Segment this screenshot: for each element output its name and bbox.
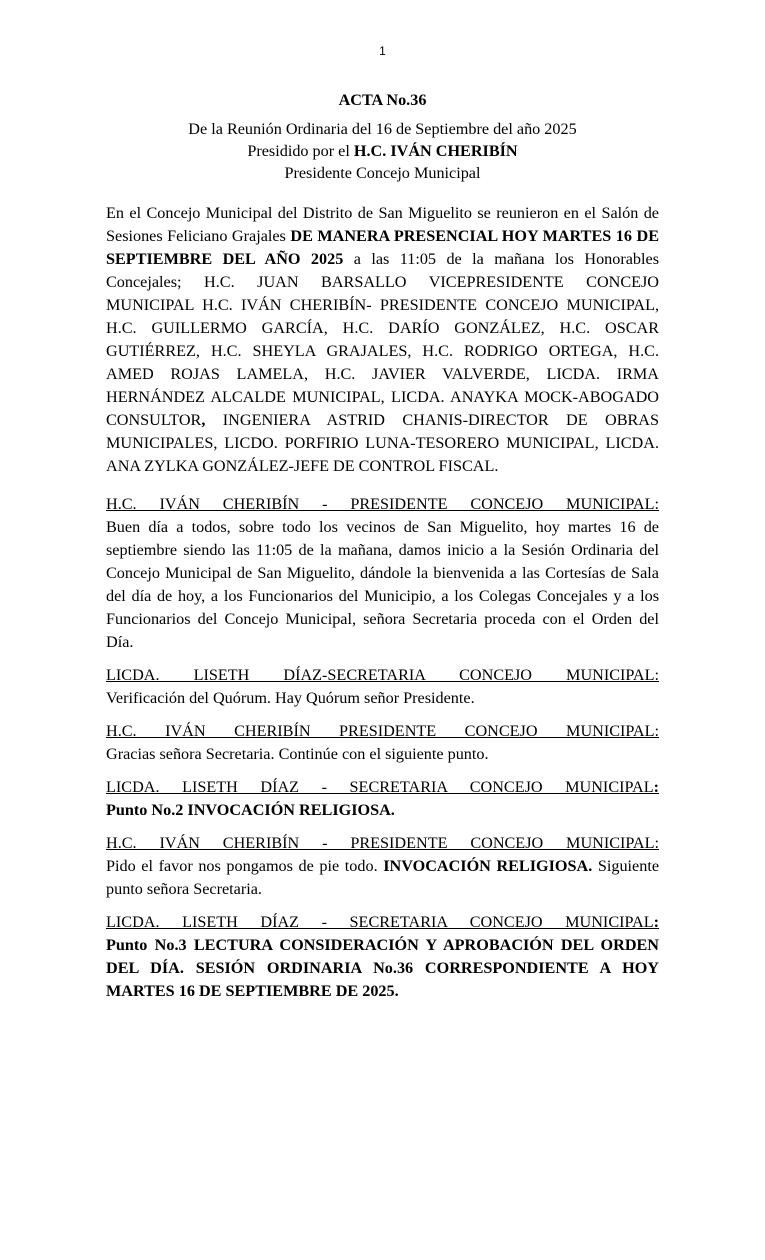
- speech-bold-text: Punto No.3 LECTURA CONSIDERACIÓN Y APROBACIÓN DEL ORDEN DEL DÍA. SESIÓN ORDINARIA No.36 CORRESPONDIENTE A HOY MARTES 16 DE SEPTIEMBRE DE 2025.: [106, 936, 659, 1000]
- speaker-heading: H.C. IVÁN CHERIBÍN - PRESIDENTE CONCEJO MUNICIPAL:: [106, 495, 659, 513]
- presided-name: H.C. IVÁN CHERIBÍN: [353, 142, 518, 160]
- speech-text-after: Siguiente punto señora Secretaria.: [106, 857, 660, 898]
- document-body: [106, 202, 659, 1013]
- speech-bold-text: Punto No.2 INVOCACIÓN RELIGIOSA.: [106, 801, 395, 819]
- speaker-heading: H.C. IVÁN CHERIBÍN - PRESIDENTE CONCEJO MUNICIPAL:: [106, 834, 659, 852]
- document-header: [0, 89, 765, 184]
- speaker-colon: :: [653, 913, 659, 931]
- speaker-heading: [106, 911, 659, 934]
- intro-text-1: En el Concejo Municipal del Distrito de San Miguelito se reunieron en el Salón de Sesiones Feliciano Grajales: [106, 204, 659, 245]
- speaker-name: LICDA. LISETH DÍAZ - SECRETARIA CONCEJO MUNICIPAL: [106, 913, 654, 931]
- president-title-line: Presidente Concejo Municipal: [284, 164, 481, 182]
- speech-block-1: [106, 493, 659, 654]
- speech-block-4: [106, 776, 659, 822]
- acta-title: ACTA No.36: [338, 91, 427, 109]
- speech-block-5: [106, 832, 659, 901]
- speech-text: Gracias señora Secretaria. Continúe con el siguiente punto.: [106, 745, 489, 763]
- speaker-colon: :: [653, 778, 659, 796]
- attendance-paragraph: [106, 202, 659, 478]
- presided-line: [0, 140, 765, 162]
- presided-prefix: Presidido por el: [247, 142, 354, 160]
- speech-text: Verificación del Quórum. Hay Quórum señor Presidente.: [106, 689, 475, 707]
- page-number: 1: [379, 44, 386, 58]
- intro-bold-2: ,: [201, 411, 206, 429]
- speaker-heading: H.C. IVÁN CHERIBÍN PRESIDENTE CONCEJO MUNICIPAL:: [106, 722, 659, 740]
- speech-bold-text: INVOCACIÓN RELIGIOSA.: [383, 857, 593, 875]
- speech-text: Pido el favor nos pongamos de pie todo.: [106, 857, 384, 875]
- speech-block-3: [106, 720, 659, 766]
- intro-bold-1: DE MANERA PRESENCIAL HOY MARTES 16 DE SEPTIEMBRE DEL AÑO 2025: [106, 227, 659, 268]
- speech-block-6: [106, 911, 659, 1003]
- speaker-name: LICDA. LISETH DÍAZ - SECRETARIA CONCEJO MUNICIPAL: [106, 778, 654, 796]
- speaker-heading: [106, 776, 659, 799]
- speech-block-2: [106, 664, 659, 710]
- speech-text: Buen día a todos, sobre todo los vecinos de San Miguelito, hoy martes 16 de septiembre siendo las 11:05 de la mañana, damos inicio a la Sesión Ordinaria del Concejo Municipal de San Miguelito, dándole la bienvenida a las Cortesías de Sala del día de hoy, a los Funcionarios del Municipio, a los Colegas Concejales y a los Funcionarios del Concejo Municipal, señora Secretaria proceda con el Orden del Día.: [106, 518, 659, 651]
- intro-text-3: INGENIERA ASTRID CHANIS-DIRECTOR DE OBRAS MUNICIPALES, LICDO. PORFIRIO LUNA-TESORERO MUNICIPAL, LICDA. ANA ZYLKA GONZÁLEZ-JEFE DE CONTROL FISCAL.: [106, 411, 659, 475]
- meeting-date-line: De la Reunión Ordinaria del 16 de Septiembre del año 2025: [188, 120, 577, 138]
- intro-text-2: a las 11:05 de la mañana los Honorables Concejales; H.C. JUAN BARSALLO VICEPRESIDENTE CONCEJO MUNICIPAL H.C. IVÁN CHERIBÍN- PRESIDENTE CONCEJO MUNICIPAL, H.C. GUILLERMO GARCÍA, H.C. DARÍO GONZÁLEZ, H.C. OSCAR GUTIÉRREZ, H.C. SHEYLA GRAJALES, H.C. RODRIGO ORTEGA, H.C. AMED ROJAS LAMELA, H.C. JAVIER VALVERDE, LICDA. IRMA HERNÁNDEZ ALCALDE MUNICIPAL, LICDA. ANAYKA MOCK-ABOGADO CONSULTOR: [106, 250, 659, 429]
- speaker-heading: LICDA. LISETH DÍAZ-SECRETARIA CONCEJO MUNICIPAL:: [106, 666, 659, 684]
